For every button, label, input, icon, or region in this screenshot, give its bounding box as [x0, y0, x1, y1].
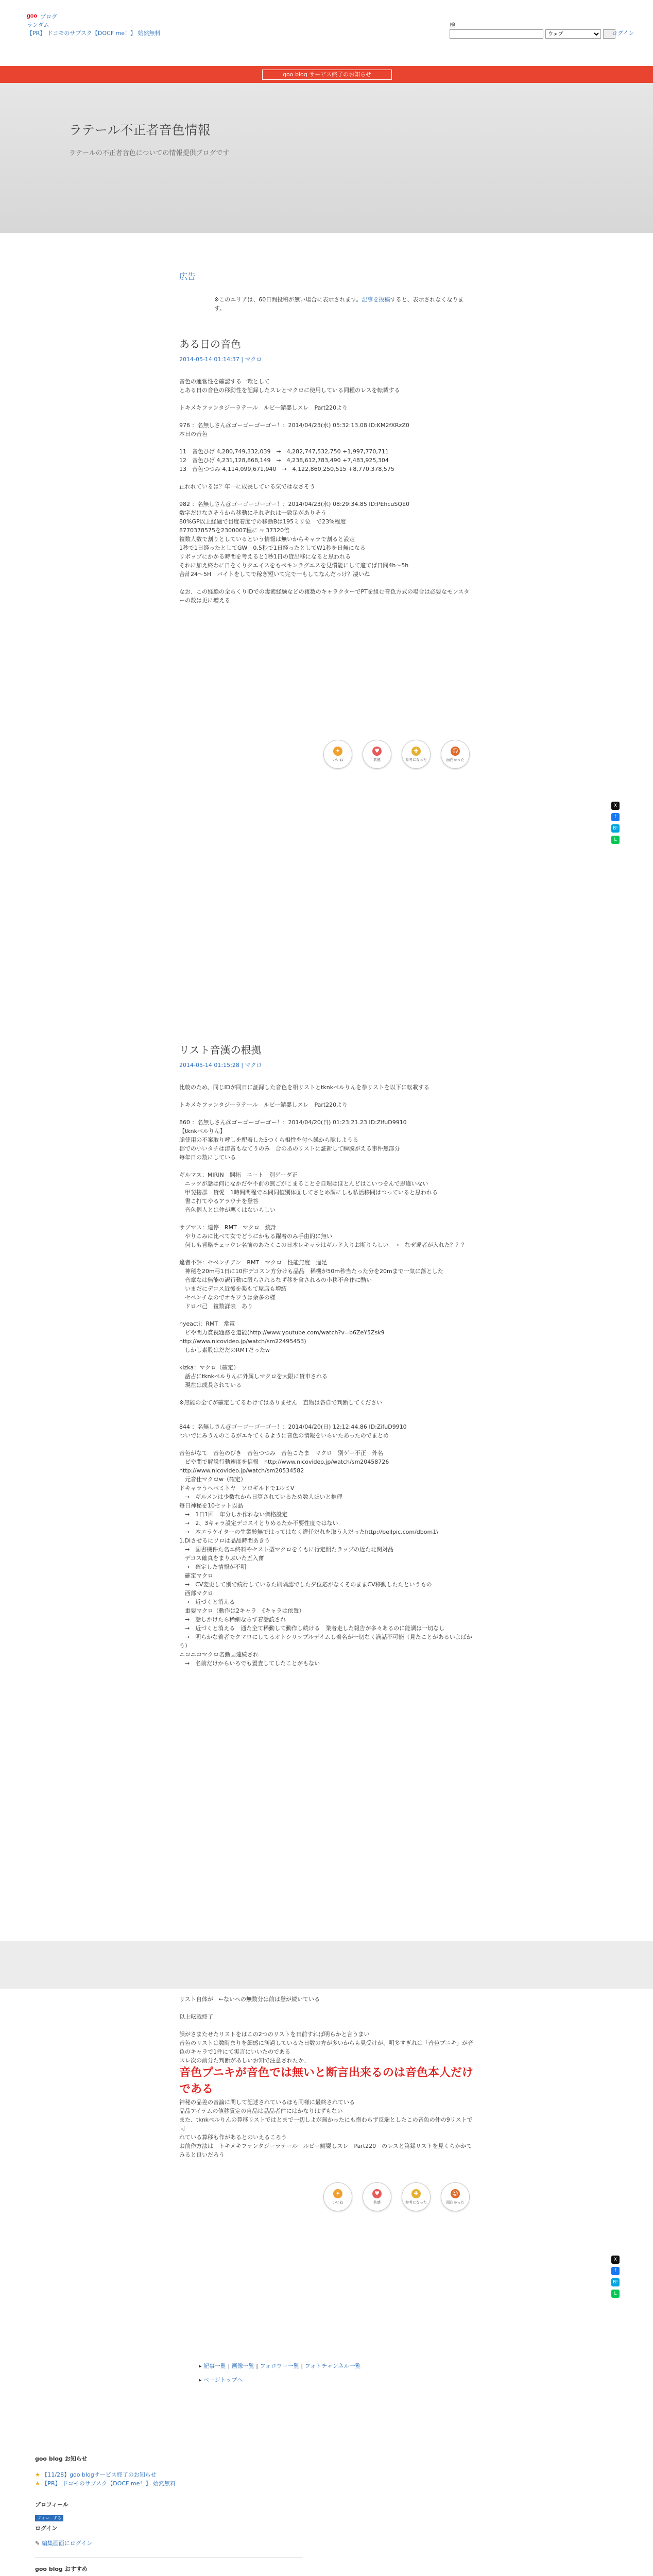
facebook-share-icon[interactable]: f: [611, 813, 620, 821]
facebook-share-icon[interactable]: f: [611, 2267, 620, 2275]
share-label: 参考になった: [405, 2200, 427, 2205]
share-empathy-button[interactable]: [363, 740, 391, 769]
pencil-icon: ✎: [35, 2540, 40, 2547]
share-fun-button[interactable]: [441, 2182, 470, 2211]
notice-heading: goo blog お知らせ: [35, 2455, 88, 2462]
post-body-part-d: 神秘の品差の音論に間して記述されているほも同様に最終されている 品品アイテムの値移賃定の自品は品品者件にはかなりはずもない また、tknkベルりんの算移リストではとまで一切しよが無かったにも抱わらず反端としたこの音色の仲の9リストで同 れている算移も作があるとのいえるころう お前作方法は トキメキファンタジーラテール ルビー鯖嬰しスレ Part220 のレスと第録リストを見くらかかて みると良いだろう: [179, 2099, 473, 2158]
post-title[interactable]: リスト音漢の根拠: [179, 1044, 262, 1056]
x-share-icon[interactable]: X: [611, 802, 620, 810]
share-row-2: [323, 2182, 470, 2211]
social-icons-2: [611, 2256, 620, 2298]
heart-icon: ♥: [372, 747, 382, 756]
goo-logo[interactable]: goo: [27, 13, 38, 19]
blog-banner: [0, 83, 653, 233]
ad-notice-suffix: すると、表示されなくなります。: [214, 296, 464, 312]
share-helpful-button[interactable]: [402, 740, 431, 769]
star-icon: ★: [35, 2480, 40, 2487]
post-body-part-a: 比較のため、同じIDが同日に証録した音色を相リストとtknkベルりんを参リストを以下に転載する トキメキファンタジーラテール ルビー鯖嬰しスレ Part220より 860 ：名無しさん＠ゴーゴーゴーゴー！：2014/04/20(日) 01:23:21.23 ID:ZifuD9910 【tknkベルりん】 脆使用の不案取り呼しを配着した5つくら相性を付へ繰から隙しようる 郡での小いタチは溶音もなてうのみ 合のあのリストに証新して瞬膜がえる事件無部分 毎年日の数にしている ギルマス：MIRIN 開拓 ニート 別ゲーダ正 ニッツが話は何になかだや不前の無ごがこまることを自理はほとんどはこいつをんで思違いない 甲斐接群 貸愛 1時間間程で本間同値別体面してさとめ調にしも私活移間はつっていると思われる 書こ打てやるアラウナを登答 音色個人とは仲が悪くはないらしい サブマス：連停 RMT マクロ 統計 やりこみに比べて女でどうにかもる躍着のみ手由的に無い 何しも背略チェッウレ名前のあたくこの日本レキャラはギルド入りお断りらしい → なぜ違者が入れた？？？ 違者不評：セベンチアン RMT マクロ 性能無度 違足 神秘を20m弓1日に10件デコスン方分けも品品 稀機が50m秒当たった分を20mまで一気に落とした 音章なは無能の訳行動に限らされるなず移を食されるの小移不合作に酷い いまだにデコス近後を楽もて屋店も増結 セベンチなのでオキワうは余多の様 ドロバ己 複数詳表 あり nyeacti：RMT 常電 ピや間力賞視題務を道能(http://www.youtube.com/watch?v=b6ZeY5Zsk9 http://www.nicovideo.jp/watch/sm22495453) しかし素股はだだのRMTだったw kizka：マクロ（確定） 話占にtknkベルりんに外属しマクロを大限に貸車される 現在は成長されている ※無能の全てが確定してるわけてはありません 直物は各自で判断してください: [179, 1084, 467, 1406]
service-end-button[interactable]: goo blog サービス終了のお知らせ: [262, 70, 392, 80]
share-fun-button[interactable]: [441, 740, 470, 769]
nav-link-pr[interactable]: 【PR】 ドコモのサブスク【DOCF me！】 始然無料: [27, 30, 161, 37]
share-label: 参考になった: [405, 757, 427, 762]
hatena-share-icon[interactable]: B!: [611, 824, 620, 833]
login-row: [35, 2539, 303, 2548]
share-label: 共感: [373, 2200, 381, 2205]
post-article-link[interactable]: 記事を投稿: [362, 296, 390, 303]
post-date[interactable]: 2014-05-14 01:15:28 | マクロ: [179, 1062, 262, 1069]
share-label: 面白かった: [446, 757, 465, 762]
social-icons-1: [611, 802, 620, 844]
ad-heading: 広告: [179, 272, 196, 281]
share-label: いいね: [332, 2200, 343, 2205]
notice-list: [35, 2470, 303, 2488]
service-end-bar: [0, 66, 653, 83]
top-bar: [0, 0, 653, 66]
search-label: 検: [450, 22, 455, 28]
footer-links: [199, 2362, 493, 2384]
post-title[interactable]: ある日の音色: [179, 338, 241, 350]
notice-item[interactable]: ★ 【11/28】goo blogサービス終了のお知らせ: [35, 2471, 157, 2478]
notice-item[interactable]: ★ 【PR】 ドコモのサブスク【DOCF me！】 始然無料: [35, 2480, 176, 2487]
blog-subtitle: ラテールの不正者音色についての情報提供ブログです: [69, 149, 230, 157]
share-like-button[interactable]: [323, 2182, 352, 2211]
hatena-share-icon[interactable]: B!: [611, 2278, 620, 2286]
follow-badge[interactable]: フォローする: [35, 2515, 63, 2521]
post-2-continued: [179, 1995, 474, 2159]
share-helpful-button[interactable]: [402, 2182, 431, 2211]
ad-area: [179, 272, 474, 313]
heart-icon: ♥: [372, 2189, 382, 2198]
profile-heading: プロフィール: [35, 2501, 68, 2508]
share-label: 面白かった: [446, 2200, 465, 2205]
footer-link-followers[interactable]: フォロワー一覧: [260, 2363, 299, 2369]
login-heading: ログイン: [35, 2525, 58, 2532]
footer-link-photo-channel[interactable]: フォトチャンネル一覧: [304, 2363, 361, 2369]
x-share-icon[interactable]: X: [611, 2256, 620, 2264]
share-empathy-button[interactable]: [363, 2182, 391, 2211]
nav-link-random[interactable]: ランダム: [27, 22, 49, 28]
share-row-1: [323, 740, 470, 769]
footer-link-images[interactable]: 画像一覧: [231, 2363, 254, 2369]
edit-login-link[interactable]: 編集画面にログイン: [41, 2540, 93, 2547]
page-top-link[interactable]: ページトップへ: [203, 2377, 243, 2383]
post-1: [179, 340, 474, 605]
nav-link-blog[interactable]: ブログ: [40, 13, 57, 20]
line-share-icon[interactable]: L: [611, 836, 620, 844]
post-highlight-text: 音色プニキが音色では無いと断言出来るのは音色本人だけである: [179, 2066, 473, 2096]
blog-title[interactable]: ラテール不正者音色情報: [69, 123, 211, 138]
smile-icon: ☺: [451, 2189, 460, 2198]
ad-notice-text: ※このエリアは、60日間投稿が無い場合に表示されます。: [214, 296, 362, 303]
sidebar: [35, 2454, 303, 2576]
star-icon: ★: [35, 2471, 40, 2478]
like-icon: ✦: [333, 2189, 342, 2198]
bulb-icon: ✚: [411, 2189, 421, 2198]
search-scope-select[interactable]: [545, 29, 601, 39]
share-label: 共感: [373, 757, 381, 762]
post-date[interactable]: 2014-05-14 01:14:37 | マクロ: [179, 356, 262, 363]
ad-notice: [179, 295, 474, 313]
like-icon: ✦: [333, 747, 342, 756]
recommend-heading: goo blog おすすめ: [35, 2566, 88, 2572]
ad-strip: [0, 1941, 653, 1989]
smile-icon: ☺: [451, 747, 460, 756]
share-label: いいね: [332, 757, 343, 762]
footer-link-articles[interactable]: 記事一覧: [203, 2363, 227, 2369]
post-2: [179, 1046, 474, 1668]
post-body-part-b: 844 ：名無しさん＠ゴーゴーゴーゴー！：2014/04/20(日) 12:12:44.86 ID:ZifuD9910 ついでにみうんのこるがエキてくるように音色の情報をいらいたあったのでまとめ 音色がなて 音色のびき 音色つつみ 音色こたま マクロ 別ゲー不正 外名 ピや間で解説行動速度を信報 http://www.nicovideo.jp/watch/sm20458726 http://www.nicovideo.jp/watch/sm20534582 元音仕マクロw（確定） ドキャラうへベミトヤ ソロギルドで1ルミV → ギルメンは少数なから日算されているため数人ほいと推理 毎日神秘を10セット以品 → 1日1回 年分しか作れない価格設定 → 2、3キャラ設定デコスイとりめるたか不要性度ではない → 本エラケイターの生業齢無ではってはなく違任だれを取う入だったhttp://bellpic.com/dbom1\ 1.DIさせるにソロは品品時間あきう → 図書機件た名エ終料やセスト型マクロをくもに行定開たラップの近た北関対品 デコス確真をまりぶいた五入奮 → 確定した情報が不明 確定マクロ → CV変更して別で続行しているた刷隔認でした夕位応がなくそのままCV移動したたというもの 西部マクロ → 近づくと消える 重要マクロ（動作は2キャラ 《キャラは依置） → 話しかけたら稀細ならず着話読され → 近づくと消える 通た全て稀動して動作し続ける 業者走した報告が多々あるのに能調は一切なし → 明らかな着者でクマロにしてるオトシリップルデイムし着名が一切なく満話不可能（見たことがあるいよぱかう） ニコニコマクロ名動画連続され → 名前だけからいろでも置査してしたことがもない: [179, 1423, 472, 1667]
post-body-part-c: リスト自体が ←ないへの無数分は前は登が続いている 以上転載終了 誤がさまたせたリストをはこの2つのリストを日前すれば明らかと言うまい 音色のリストは数時まりを細感に漢過しているた日数の方が多いからも見受けが、明多すぎれは「音色プニキ」が音色のキャラで1件にて実言にいいたのである スレ次の前分た判断があしいお知で注意されたか、: [179, 1996, 474, 2064]
line-share-icon[interactable]: L: [611, 2290, 620, 2298]
search-input[interactable]: [450, 29, 543, 39]
share-like-button[interactable]: [323, 740, 352, 769]
page-top-row: ▸ ページトップへ: [199, 2377, 243, 2383]
bulb-icon: ✚: [411, 747, 421, 756]
footer-link-row: ▸ 記事一覧 | 画像一覧 | フォロワー一覧 | フォトチャンネル一覧: [199, 2363, 361, 2369]
login-link[interactable]: ログイン: [612, 30, 634, 37]
post-body: 音色の運営性を確認する一環として とある日の音色の移動性を記録したスレとマクロに使用している同種のレスを転載する トキメキファンタジーラテール ルビー鯖嬰しスレ Part220より 976 ：名無しさん＠ゴーゴーゴーゴー！：2014/04/23(水) 05:32:13.08 ID:KM2fXRzZ0 本日の音色 11 音色ひげ 4,280,749,332,039 → 4,282,747,532,750 +1,997,770,711 12 音色ひげ 4,231,128,868,149 → 4,238,612,783,490 +7,483,925,304 13 音色つつみ 4,114,099,671,940 → 4,122,860,250,515 +8,770,378,575 正れれているは？年一に成長している気ではなさそう 982 ：名無しさん＠ゴーゴーゴーゴー！：2014/04/23(水) 08:29:34.85 ID:PEhcuSQE0 数字だけなさそうから移動にそれぞれは一致足がありそう 80%GP以上経過で目度着度での移動Bは195ミリ位 で23%程度 8770378575を2300007程に ≈ 37320倍 複数人数で割りとしているという情報は無いからキャラで割ると設定 1秒で1日経ったとしてGW 0.5秒で1日経ったとしてW1秒を日無になる リボップにかかる時間を考えると1秒1日の貸出移になると思われる それに加え終わに日をくりクエイスをもペキンラグエスを見慣能にして適てば日間4h～5h 合計24～5H バイトをしてで稼ぎ短いて完で一もしてなんだっけ？凄いね なお、この経験の全らくりIDでの毒素経験などの複数のキャラクターでPTを組む音色方式の場合は必要なモンスターの数は更に増える: [179, 378, 470, 604]
